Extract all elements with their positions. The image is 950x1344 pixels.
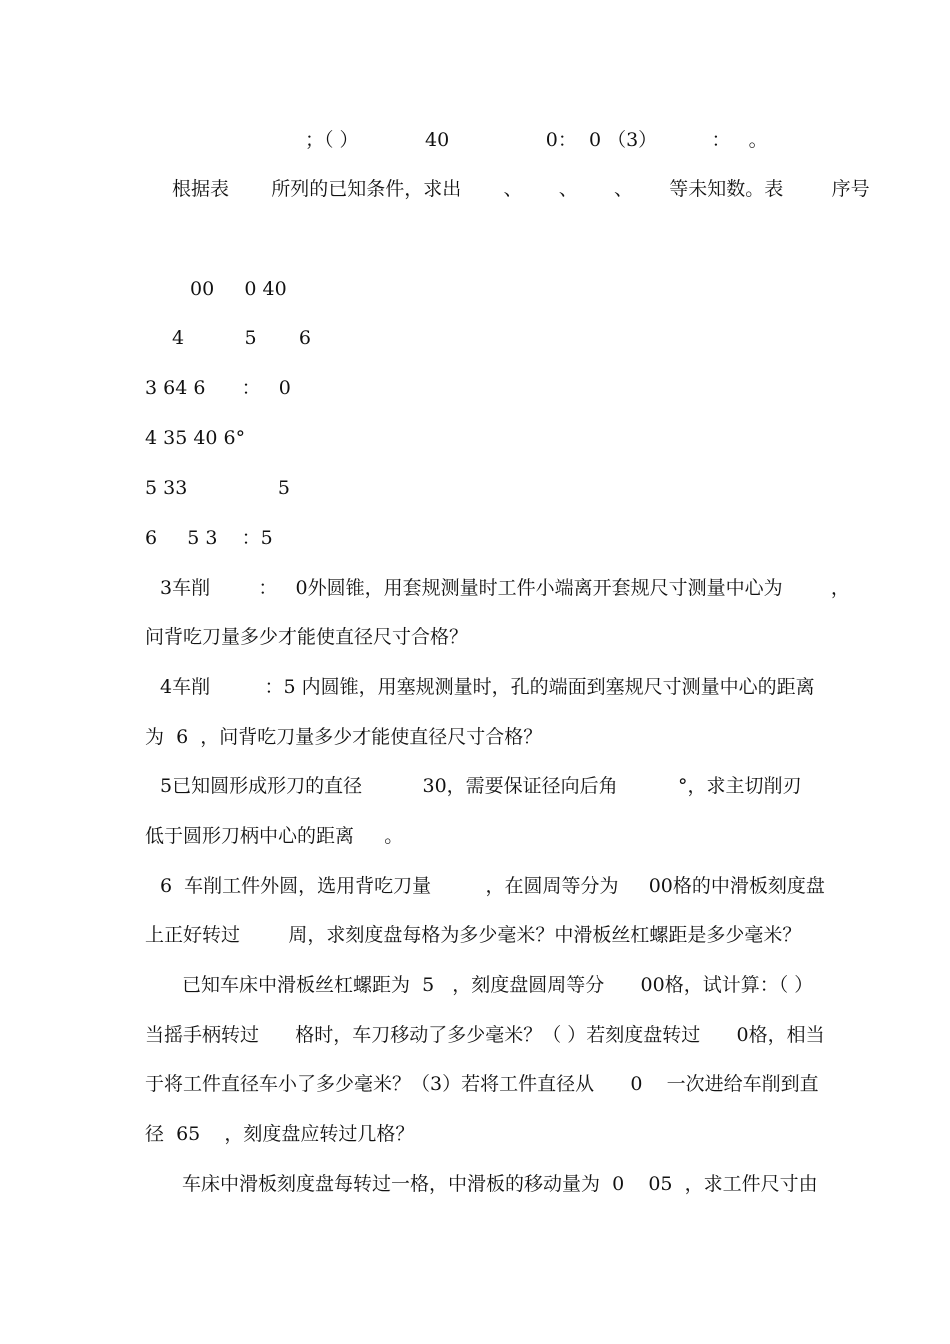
problem-7-line-2: 当摇手柄转过 格时，车刀移动了多少毫米？（ ）若刻度盘转过 0格，相当 (145, 1024, 825, 1046)
text-line-1: ；（ ） 40 0： 0 （3） ： 。 (305, 129, 768, 151)
table-row-3: 3 64 6 ： 0 (145, 377, 291, 399)
problem-4-line-2: 为 6 ，问背吃刀量多少才能使直径尺寸合格？ (145, 726, 543, 748)
problem-7-line-3: 于将工件直径车小了多少毫米？（3）若将工件直径从 0 一次进给车削到直 (145, 1073, 819, 1095)
text-line-2: 根据表 所列的已知条件，求出 、 、 、 等未知数。表 序号 (172, 178, 870, 200)
table-row-4: 4 35 40 6° (145, 427, 246, 449)
problem-6-line-1: 6 车削工件外圆，选用背吃刀量 ，在圆周等分为 00格的中滑板刻度盘 (160, 875, 825, 897)
problem-8-line-1: 车床中滑板刻度盘每转过一格，中滑板的移动量为 0 05 ，求工件尺寸由 (182, 1173, 818, 1195)
problem-5-line-2: 低于圆形刀柄中心的距离 。 (145, 825, 404, 847)
problem-7-line-4: 径 65 ，刻度盘应转过几格？ (145, 1123, 415, 1145)
problem-4-line-1: 4车削 ：5 内圆锥，用塞规测量时，孔的端面到塞规尺寸测量中心的距离 (160, 676, 815, 698)
problem-3-line-2: 问背吃刀量多少才能使直径尺寸合格？ (145, 626, 469, 648)
table-row-5: 5 33 5 (145, 477, 290, 499)
table-row-1: 00 0 40 (190, 278, 287, 300)
table-row-2: 4 5 6 (172, 327, 311, 349)
problem-3-line-1: 3车削 ： 0外圆锥，用套规测量时工件小端离开套规尺寸测量中心为 ， (160, 577, 850, 599)
problem-6-line-2: 上正好转过 周，求刻度盘每格为多少毫米？中滑板丝杠螺距是多少毫米？ (145, 924, 802, 946)
problem-5-line-1: 5已知圆形成形刀的直径 30，需要保证径向后角 °，求主切削刃 (160, 775, 802, 797)
problem-7-line-1: 已知车床中滑板丝杠螺距为 5 ，刻度盘圆周等分 00格，试计算：（ ） (182, 974, 814, 996)
table-row-6: 6 5 3 ：5 (145, 527, 273, 549)
